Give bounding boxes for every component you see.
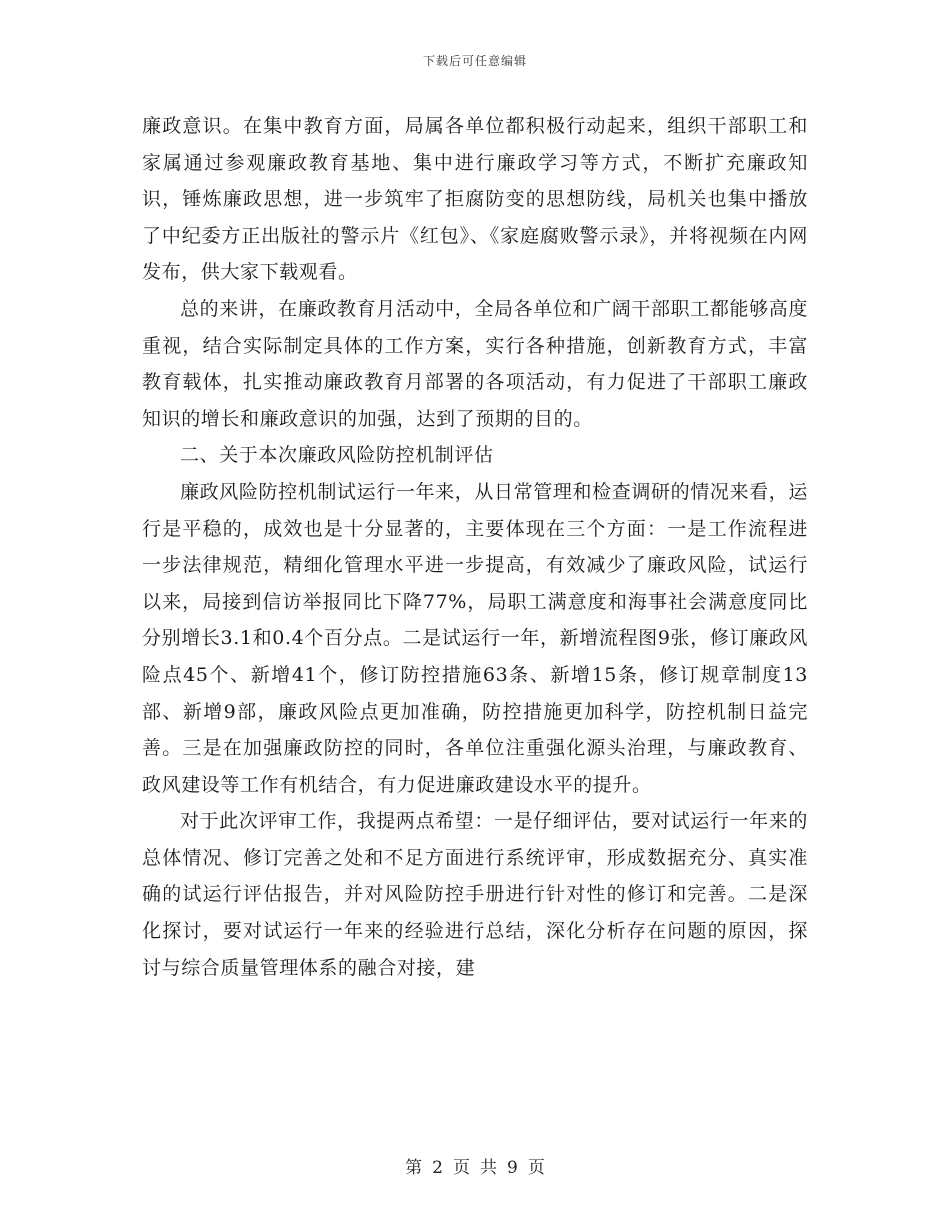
- footer-suffix: 页: [527, 1158, 545, 1178]
- paragraph-2: 总的来讲，在廉政教育月活动中，全局各单位和广阔干部职工都能够高度重视，结合实际制定具体的工作方案，实行各种措施，创新教育方式，丰富教育载体，扎实推动廉政教育月部署的各项活动，有力促进了干部职工廉政知识的增长和廉政意识的加强，达到了预期的目的。: [142, 297, 808, 430]
- footer-prefix: 第: [405, 1158, 423, 1178]
- footer-total-word: 共: [480, 1158, 497, 1178]
- section-heading: 二、关于本次廉政风险防控机制评估: [180, 444, 494, 467]
- page-header: 下载后可任意编辑: [422, 54, 527, 68]
- footer-current-page: 2: [432, 1158, 443, 1178]
- footer-page-word: 页: [453, 1158, 470, 1178]
- footer-total-pages: 9: [507, 1158, 518, 1178]
- paragraph-3: 廉政风险防控机制试运行一年来，从日常管理和检查调研的情况来看，运行是平稳的，成效也是十分显著的，主要体现在三个方面：一是工作流程进一步法律规范，精细化管理水平进一步提高，有效减少了廉政风险，试运行以来，局接到信访举报同比下降77%，局职工满意度和海事社会满意度同比分别增长3.1和0.4个百分点。二是试运行一年，新增流程图9张，修订廉政风险点45个、新增41个，修订防控措施63条、新增15条，修订规章制度13部、新增9部，廉政风险点更加准确，防控措施更加科学，防控机制日益完善。三是在加强廉政防控的同时，各单位注重强化源头治理，与廉政教育、政风建设等工作有机结合，有力促进廉政建设水平的提升。: [142, 480, 808, 796]
- document-body: [142, 108, 808, 986]
- paragraph-4: 对于此次评审工作，我提两点希望：一是仔细评估，要对试运行一年来的总体情况、修订完善之处和不足方面进行系统评审，形成数据充分、真实准确的试运行评估报告，并对风险防控手册进行针对性的修订和完善。二是深化探讨，要对试运行一年来的经验进行总结，深化分析存在问题的原因，探讨与综合质量管理体系的融合对接，建: [142, 810, 808, 979]
- page-footer: [0, 1153, 950, 1178]
- paragraph-1: 廉政意识。在集中教育方面，局属各单位都积极行动起来，组织干部职工和家属通过参观廉政教育基地、集中进行廉政学习等方式，不断扩充廉政知识，锤炼廉政思想，进一步筑牢了拒腐防变的思想防线，局机关也集中播放了中纪委方正出版社的警示片《红包》、《家庭腐败警示录》，并将视频在内网发布，供大家下载观看。: [142, 115, 808, 284]
